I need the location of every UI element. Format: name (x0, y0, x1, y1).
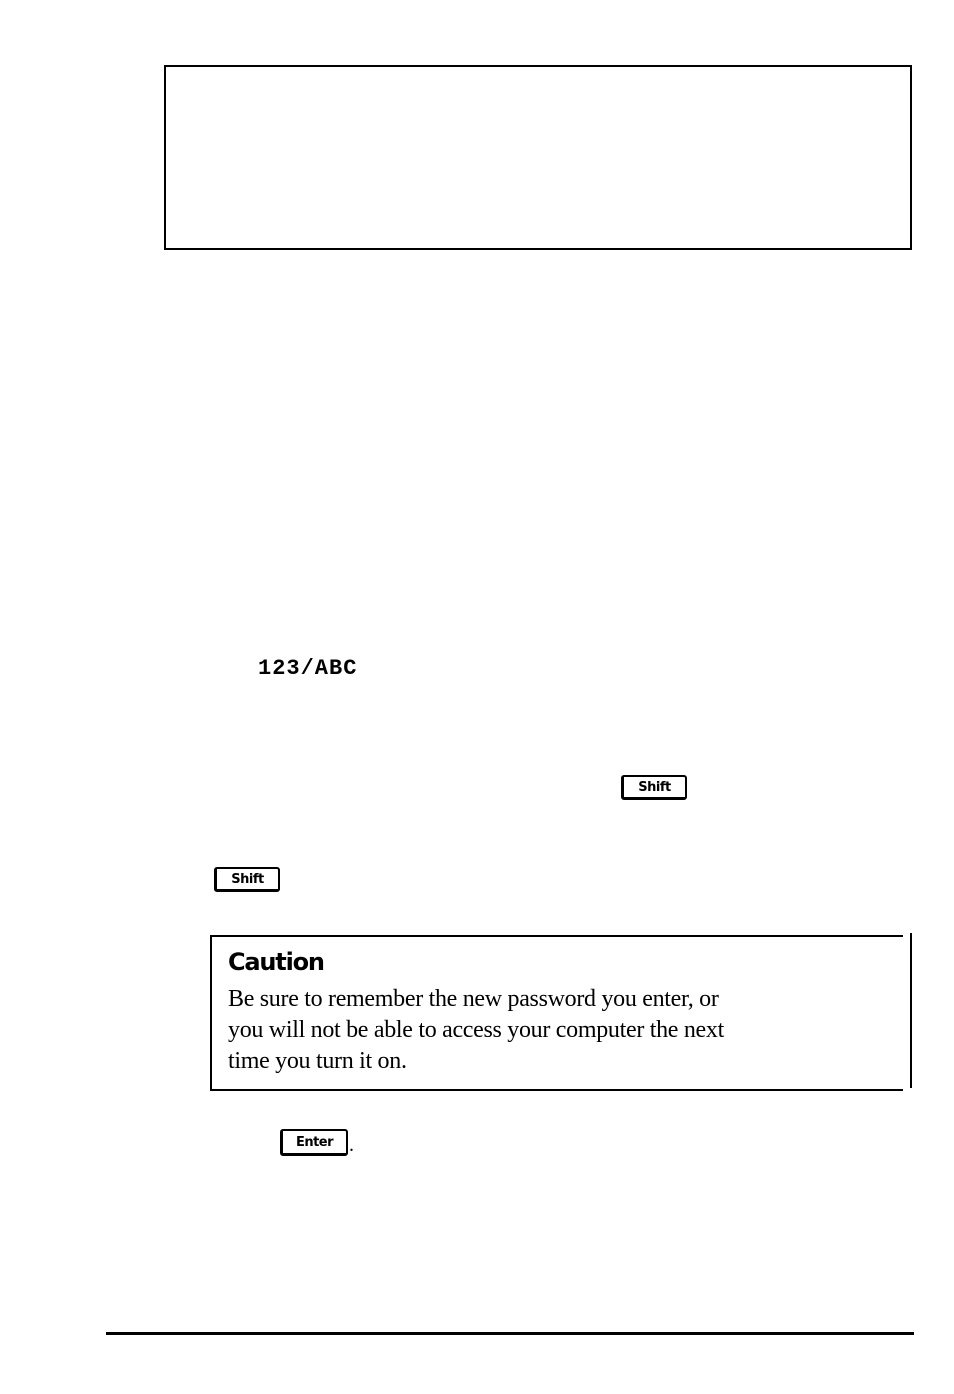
caution-line: time you turn it on. (228, 1048, 407, 1074)
enter-key-label: Enter (295, 1134, 334, 1150)
shift-key-icon (621, 775, 687, 800)
enter-key-icon (280, 1129, 348, 1156)
caution-right-border (910, 933, 912, 1088)
caution-line: you will not be able to access your computer the next (228, 1017, 724, 1043)
caution-top-border (210, 935, 903, 937)
caution-line: Be sure to remember the new password you enter, or (228, 986, 719, 1012)
caution-title: Caution (228, 948, 324, 976)
enter-period: . (349, 1134, 354, 1156)
shift-key-label: Shift (231, 871, 264, 887)
caution-body (228, 984, 888, 1077)
code-text: 123/ABC (258, 656, 358, 681)
caution-left-border (210, 935, 212, 1090)
shift-key-label: Shift (638, 779, 671, 795)
footer-rule (106, 1332, 914, 1335)
caution-bottom-border (210, 1089, 903, 1091)
top-frame-box (164, 65, 912, 250)
shift-key-icon (214, 867, 280, 892)
